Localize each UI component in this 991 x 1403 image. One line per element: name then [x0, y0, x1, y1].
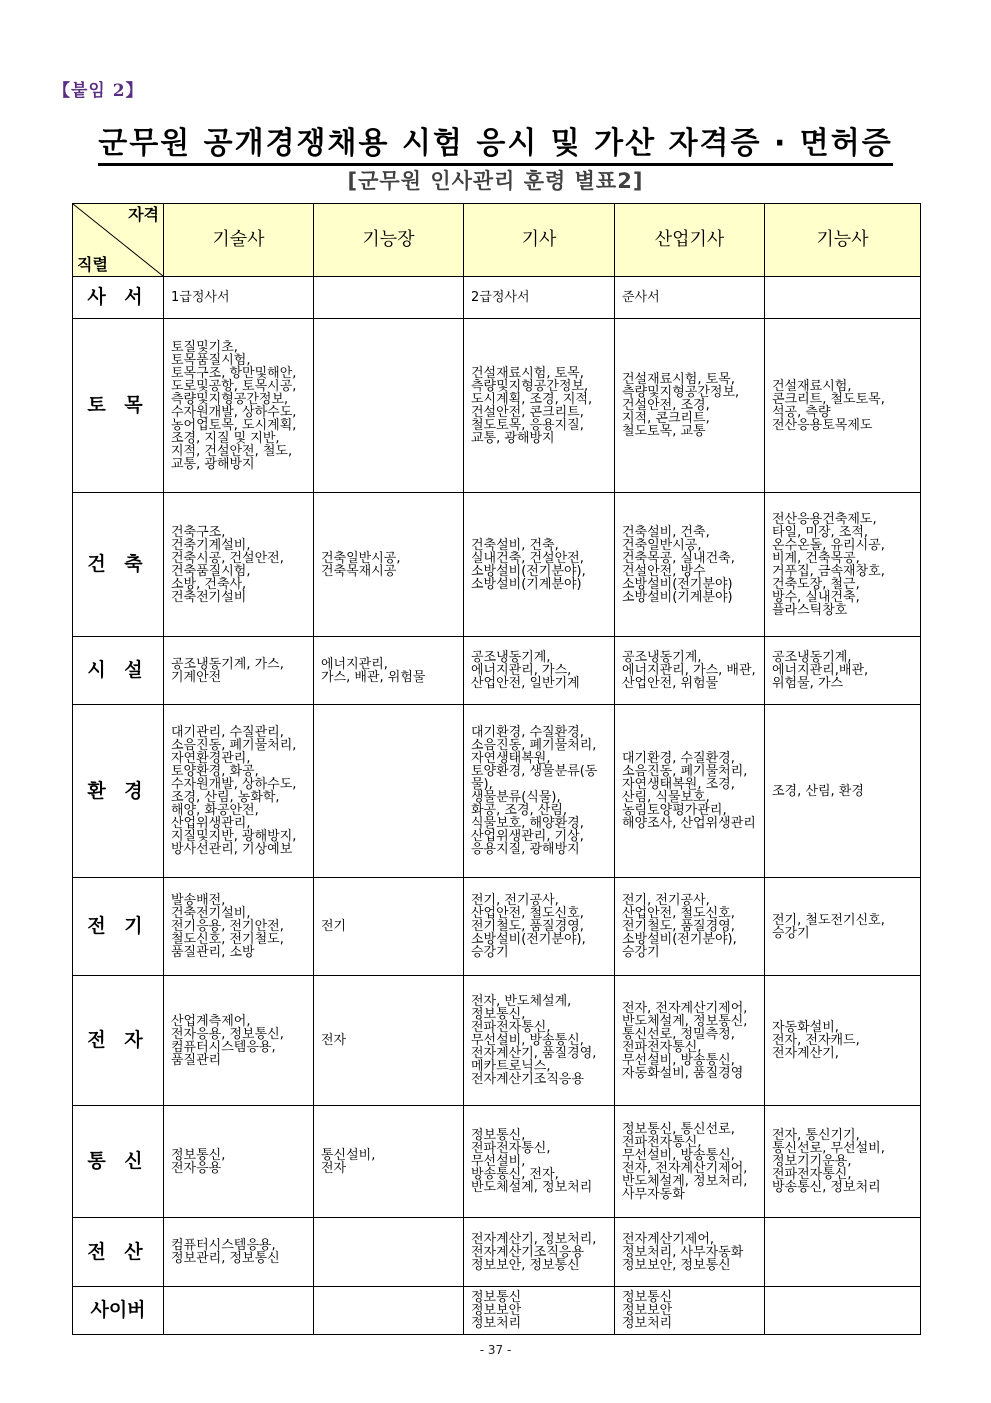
table-cell: 건축설비, 건축, 건축일반시공, 건축목공, 실내건축, 건설안전, 방수 소방설비(전기분야) 소방설비(기계분야)	[615, 493, 765, 637]
table-cell: 정보통신, 통신선로, 전파전자통신, 무선설비, 방송통신, 전자, 전자계산기제어, 반도체설계, 정보처리, 사무자동화	[615, 1106, 765, 1218]
table-cell: 컴퓨터시스템응용, 정보관리, 정보통신	[164, 1218, 314, 1287]
table-row	[73, 637, 921, 705]
table-cell: 전자, 전자계산기제어, 반도체설계, 정보통신, 통신선로, 정밀측정, 전파전자통신, 무선설비, 방송통신, 자동화설비, 품질경영	[615, 976, 765, 1106]
table-cell: 공조냉동기계, 에너지관리,배관, 위험물, 가스	[765, 637, 921, 705]
row-header: 사이버	[73, 1287, 164, 1335]
table-cell: 전자	[314, 976, 464, 1106]
table-cell: 정보통신 정보보안 정보처리	[464, 1287, 615, 1335]
corner-cell	[73, 204, 164, 277]
column-header: 기능사	[765, 204, 921, 277]
table-cell	[314, 277, 464, 319]
header-row	[73, 204, 921, 277]
row-header: 토 목	[73, 319, 164, 493]
table-cell	[765, 277, 921, 319]
table-cell: 자동화설비, 전자, 전자캐드, 전자계산기,	[765, 976, 921, 1106]
column-header: 기술사	[164, 204, 314, 277]
table-cell: 산업계측제어, 전자응용, 정보통신, 컴퓨터시스템응용, 품질관리	[164, 976, 314, 1106]
table-cell	[314, 1287, 464, 1335]
table-cell: 조경, 산림, 환경	[765, 705, 921, 878]
row-header: 건 축	[73, 493, 164, 637]
row-header: 전 기	[73, 878, 164, 976]
corner-label-series: 직렬	[77, 255, 108, 274]
table-cell: 정보통신, 전자응용	[164, 1106, 314, 1218]
table-cell: 통신설비, 전자	[314, 1106, 464, 1218]
table-cell: 전자, 통신기기, 통신선로, 무선설비, 정보기기운용, 전파전자통신, 방송통신, 정보처리	[765, 1106, 921, 1218]
table-cell: 정보통신, 전파전자통신, 무선설비, 방송통신, 전자, 반도체설계, 정보처리	[464, 1106, 615, 1218]
row-header: 환 경	[73, 705, 164, 878]
column-header: 기능장	[314, 204, 464, 277]
table-cell: 전자계산기, 정보처리, 전자계산기조직응용 정보보안, 정보통신	[464, 1218, 615, 1287]
table-row	[73, 277, 921, 319]
table-cell	[765, 1287, 921, 1335]
row-header: 시 설	[73, 637, 164, 705]
table-cell: 전기	[314, 878, 464, 976]
row-header: 통 신	[73, 1106, 164, 1218]
table-cell: 대기관리, 수질관리, 소음진동, 폐기물처리, 자연환경관리, 토양환경, 화공, 수자원개발, 상하수도, 조경, 산림, 농화학, 해양, 화공안전, 산업위생관리, 지질및지반, 광해방지, 방사선관리, 기상예보	[164, 705, 314, 878]
table-row	[73, 705, 921, 878]
table-cell: 건축설비, 건축, 실내건축, 건설안전, 소방설비(전기분야), 소방설비(기계분야)	[464, 493, 615, 637]
table-row	[73, 1218, 921, 1287]
table-cell: 2급정사서	[464, 277, 615, 319]
table-cell: 준사서	[615, 277, 765, 319]
row-header: 사 서	[73, 277, 164, 319]
table-cell: 건설재료시험, 토목, 측량및지형공간정보, 도시계획, 조경, 지적, 건설안전, 콘크리트, 철도토목, 응용지질, 교통, 광해방지	[464, 319, 615, 493]
table-cell	[765, 1218, 921, 1287]
table-row	[73, 1106, 921, 1218]
table-cell: 발송배전, 건축전기설비, 전기응용, 전기안전, 철도신호, 전기철도, 품질관리, 소방	[164, 878, 314, 976]
table-cell: 공조냉동기계, 에너지관리, 가스, 배관, 산업안전, 위험물	[615, 637, 765, 705]
page-subtitle: [군무원 인사관리 훈령 별표2]	[347, 169, 644, 193]
table-cell: 건축구조, 건축기계설비, 건축시공, 건설안전, 건축품질시험, 소방, 건축사, 건축전기설비	[164, 493, 314, 637]
row-header: 전 자	[73, 976, 164, 1106]
page-title	[0, 118, 991, 162]
table-cell: 공조냉동기계, 에너지관리, 가스, 산업안전, 일반기계	[464, 637, 615, 705]
table-row	[73, 1287, 921, 1335]
page-number: - 37 -	[479, 1343, 512, 1357]
column-header: 산업기사	[615, 204, 765, 277]
table-row	[73, 976, 921, 1106]
table-cell: 1급정사서	[164, 277, 314, 319]
table-row	[73, 493, 921, 637]
table-cell: 대기환경, 수질환경, 소음진동, 폐기물처리, 자연생태복원, 토양환경, 생물분류(동물), 생물분류(식물), 화공, 조경, 산림, 식물보호, 해양환경, 산업위생관리, 기상, 응용지질, 광해방지	[464, 705, 615, 878]
qualification-table	[72, 203, 921, 1335]
table-row	[73, 878, 921, 976]
table-cell	[314, 705, 464, 878]
table-cell: 전기, 전기공사, 산업안전, 철도신호, 전기철도, 품질경영, 소방설비(전기분야), 승강기	[464, 878, 615, 976]
table-cell: 전자, 반도체설계, 정보통신, 전파전자통신, 무선설비, 방송통신, 전자계산기, 품질경영, 메카트로닉스, 전자계산기조직응용	[464, 976, 615, 1106]
table-cell: 건설재료시험, 토목, 측량및지형공간정보, 건설안전, 조경, 지적, 콘크리트, 철도토목, 교통	[615, 319, 765, 493]
table-cell: 에너지관리, 가스, 배관, 위험물	[314, 637, 464, 705]
table-cell: 전자계산기제어, 정보처리, 사무자동화 정보보안, 정보통신	[615, 1218, 765, 1287]
table-row	[73, 319, 921, 493]
table-cell: 공조냉동기계, 가스, 기계안전	[164, 637, 314, 705]
table-cell	[314, 1218, 464, 1287]
table-cell: 토질및기초, 토목품질시험, 토목구조, 항만및해안, 도로및공항, 토목시공, 측량및지형공간정보, 수자원개발, 상하수도, 농어업토목, 도시계획, 조경, 지질 및 지반, 지적, 건설안전, 철도, 교통, 광해방지	[164, 319, 314, 493]
table-cell: 전기, 철도전기신호, 승강기	[765, 878, 921, 976]
table-cell	[314, 319, 464, 493]
table-cell: 건축일반시공, 건축목재시공	[314, 493, 464, 637]
attachment-label: 【붙임 2】	[53, 81, 144, 101]
row-header: 전 산	[73, 1218, 164, 1287]
table-cell: 건설재료시험, 콘크리트, 철도토목, 석공, 측량 전산응용토목제도	[765, 319, 921, 493]
page-title-text: 군무원 공개경쟁채용 시험 응시 및 가산 자격증 · 면허증	[98, 126, 893, 166]
table-cell: 대기환경, 수질환경, 소음진동, 폐기물처리, 자연생태복원, 조경, 산림, 식물보호, 농림토양평가관리, 해양조사, 산업위생관리	[615, 705, 765, 878]
table-cell: 정보통신 정보보안 정보처리	[615, 1287, 765, 1335]
table-cell: 전기, 전기공사, 산업안전, 철도신호, 전기철도, 품질경영, 소방설비(전기분야), 승강기	[615, 878, 765, 976]
table-cell: 전산응용건축제도, 타일, 미장, 조적, 온수온돌, 유리시공, 비계, 건축목공, 거푸집, 금속재창호, 건축도장, 철근, 방수, 실내건축, 플라스틱창호	[765, 493, 921, 637]
corner-label-qualification: 자격	[128, 205, 159, 224]
table-cell	[164, 1287, 314, 1335]
column-header: 기사	[464, 204, 615, 277]
